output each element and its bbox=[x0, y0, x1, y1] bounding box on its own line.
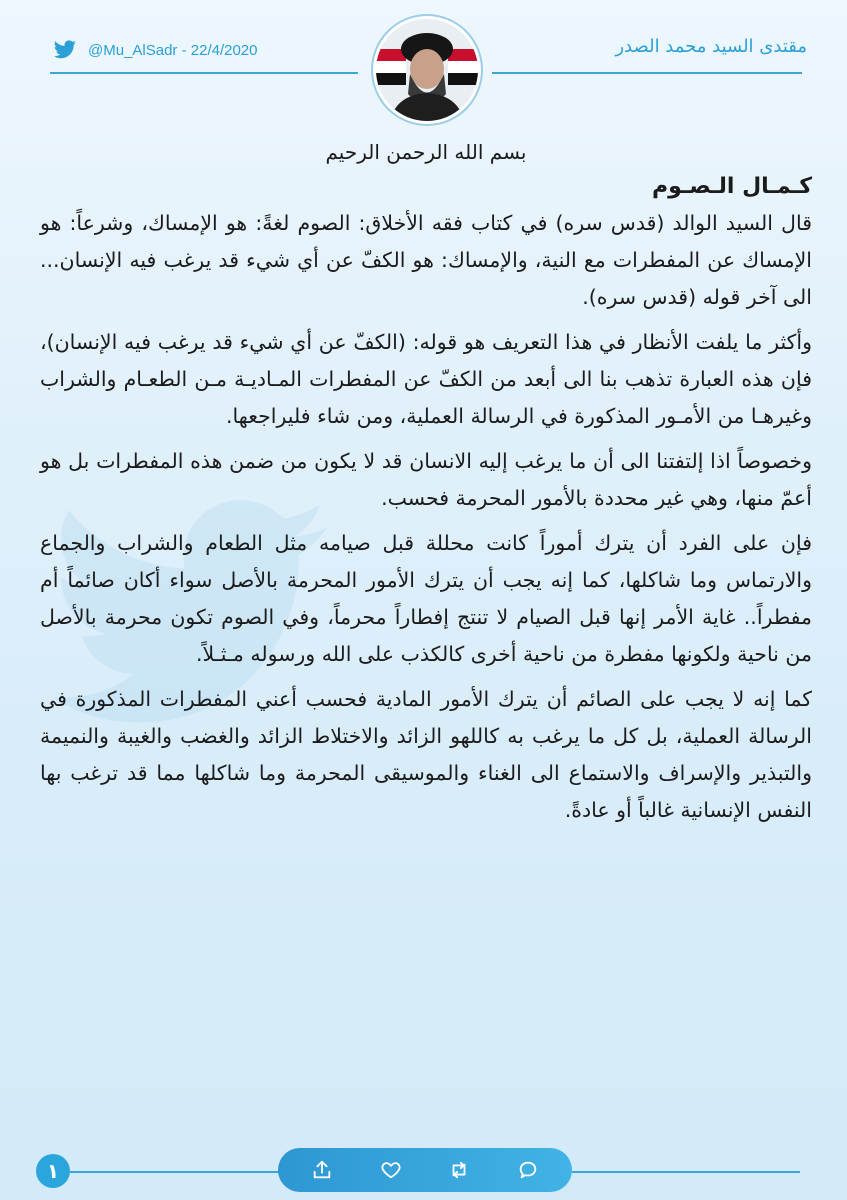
avatar bbox=[373, 16, 481, 124]
reply-button[interactable] bbox=[515, 1157, 541, 1183]
share-button[interactable] bbox=[309, 1157, 335, 1183]
paragraph: كما إنه لا يجب على الصائم أن يترك الأمور المادية فحسب أعني المفطرات المذكورة في الرسالة العملية، بل كل ما يرغب به كاللهو الزائد والاختلاط الزائد والغضب والغيبة والنميمة والتبذير والإسراف والاستماع الى الغناء والموسيقى المحرمة وما شاكلها مما قد ترغب بها النفس الإنسانية غالباً أو عادةً. bbox=[40, 687, 812, 822]
footer-divider-right bbox=[572, 1171, 800, 1173]
like-button[interactable] bbox=[378, 1157, 404, 1183]
paragraph: فإن على الفرد أن يترك أموراً كانت محللة قبل صيامه مثل الطعام والشراب والجماع والارتماس وما شاكلها، كما إنه يجب أن يترك الأمور المحرمة بالأصل سواء أكان صائماً أم مفطراً.. غاية الأمر إنها قبل الصيام لا تنتج إفطاراً محرماً، وفي الصوم تكون محرمة بالأصل من ناحية ولكونها مفطرة من ناحية أخرى كالكذب على الله ورسوله مـثـلاً. bbox=[40, 531, 812, 666]
footer-divider-left bbox=[70, 1171, 280, 1173]
header-divider-right bbox=[492, 72, 802, 74]
header-divider-left bbox=[50, 72, 358, 74]
paragraph: وخصوصاً اذا إلتفتنا الى أن ما يرغب إليه الانسان قد لا يكون من ضمن هذه المفطرات بل هو أعمّ منها، وهي غير محددة بالأمور المحرمة فحسب. bbox=[40, 449, 812, 510]
article-title: كـمـال الـصـوم bbox=[651, 174, 812, 199]
post-body bbox=[40, 140, 812, 837]
paragraph: قال السيد الوالد (قدس سره) في كتاب فقه الأخلاق: الصوم لغةً: هو الإمساك، وشرعاً: هو الإمساك عن المفطرات مع النية، والإمساك: هو الكفّ عن أي شيء قد يرغب فيه الإنسان... الى آخر قوله (قدس سره). bbox=[40, 211, 812, 309]
twitter-bird-icon bbox=[50, 38, 80, 62]
page-number-badge: ١ bbox=[36, 1154, 70, 1188]
account-handle[interactable] bbox=[50, 38, 258, 62]
footer-bar bbox=[0, 1148, 847, 1198]
share-icon bbox=[311, 1159, 333, 1181]
heart-icon bbox=[380, 1159, 402, 1181]
avatar-portrait-icon bbox=[376, 19, 478, 121]
reply-bubble-icon bbox=[517, 1159, 539, 1181]
retweet-button[interactable] bbox=[446, 1157, 472, 1183]
basmala-heading: بسم الله الرحمن الرحيم bbox=[325, 140, 527, 164]
header-bar bbox=[0, 0, 847, 110]
author-name: مقتدى السيد محمد الصدر bbox=[615, 36, 807, 57]
paragraph: وأكثر ما يلفت الأنظار في هذا التعريف هو قوله: (الكفّ عن أي شيء قد يرغب فيه الإنسان)، فإن هذه العبارة تذهب بنا الى أبعد من الكفّ عن المفطرات المـاديـة مـن الطعـام والشراب وغيرهـا من الأمـور المذكورة في الرسالة العملية، ومن شاء فليراجعها. bbox=[40, 330, 812, 428]
tweet-actions-bar bbox=[278, 1148, 572, 1192]
handle-date-text: @Mu_AlSadr - 22/4/2020 bbox=[88, 41, 258, 59]
retweet-icon bbox=[448, 1159, 470, 1181]
